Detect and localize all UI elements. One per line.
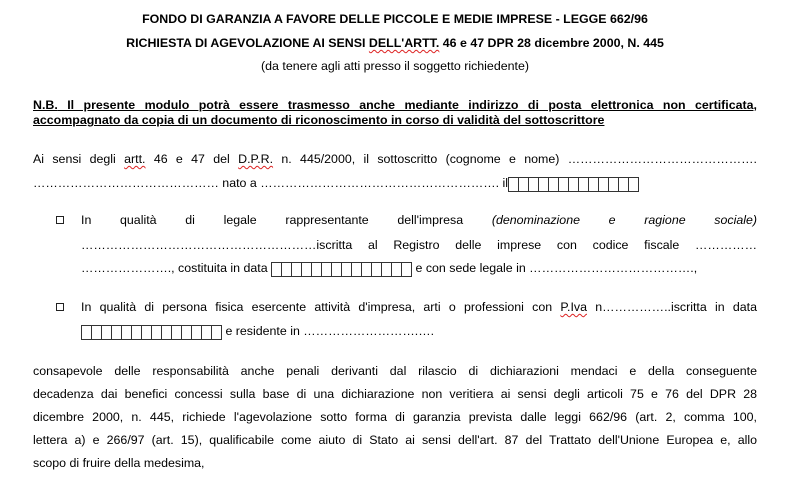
legal-representative-checkbox[interactable] [56, 216, 64, 224]
date-digit-box[interactable] [162, 326, 172, 339]
body-line-5: scopo di fruire della medesima, [33, 456, 205, 470]
date-digit-box[interactable] [392, 263, 402, 276]
date-digit-box[interactable] [192, 326, 202, 339]
body-line-2: decadenza dai benefici concessi sulla base di una dichiarazione non veritiera ai sensi degli articoli 75 e 76 del DPR 28 [33, 387, 757, 401]
natural-person-checkbox[interactable] [56, 303, 64, 311]
date-digit-box[interactable] [619, 178, 629, 191]
date-digit-box[interactable] [122, 326, 132, 339]
date-digit-box[interactable] [559, 178, 569, 191]
option2-line-2: e residente in ……………………….…. [81, 324, 434, 340]
date-digit-box[interactable] [82, 326, 92, 339]
date-digit-box[interactable] [202, 326, 212, 339]
date-digit-box[interactable] [529, 178, 539, 191]
date-digit-box[interactable] [629, 178, 639, 191]
document-title: FONDO DI GARANZIA A FAVORE DELLE PICCOLE E MEDIE IMPRESE - LEGGE 662/96 [142, 12, 648, 26]
nb-line-2: accompagnato da copia di un documento di riconoscimento in corso di validità del sottoscrittore [33, 113, 605, 127]
body-line-3: dicembre 2000, n. 445, richiede l'agevolazione sotto forma di garanzia prevista dalle leggi 662/96 (art. 2, comma 100, [33, 410, 757, 424]
body-line-4: lettera a) e 266/97 (art. 15), qualificabile come aiuto di Stato ai sensi dell'art. 87 del Trattato dell'Unione Europea e, allo [33, 433, 757, 447]
date-digit-box[interactable] [402, 263, 412, 276]
option1-line-3: …………………., costituita in data e con sede legale in …………………………………., [81, 261, 698, 275]
nb-line-1: N.B. Il presente modulo potrà essere trasmesso anche mediante indirizzo di posta elettronica non certificata, [33, 98, 757, 112]
constitution-date-boxes[interactable] [271, 262, 412, 277]
date-digit-box[interactable] [302, 263, 312, 276]
date-digit-box[interactable] [282, 263, 292, 276]
date-digit-box[interactable] [599, 178, 609, 191]
option2-line-1: In qualità di persona fisica esercente attività d'impresa, arti o professioni con P.Iva n……………..iscritta in data [81, 300, 757, 314]
document-subtitle: RICHIESTA DI AGEVOLAZIONE AI SENSI DELL'ARTT. 46 e 47 DPR 28 dicembre 2000, N. 445 [126, 36, 664, 50]
date-digit-box[interactable] [152, 326, 162, 339]
date-digit-box[interactable] [212, 326, 222, 339]
date-digit-box[interactable] [312, 263, 322, 276]
body-line-1: consapevole delle responsabilità anche penali derivanti dal rilascio di dichiarazioni mendaci e della conseguente [33, 364, 757, 378]
date-digit-box[interactable] [372, 263, 382, 276]
date-digit-box[interactable] [292, 263, 302, 276]
date-digit-box[interactable] [172, 326, 182, 339]
date-digit-box[interactable] [579, 178, 589, 191]
date-digit-box[interactable] [272, 263, 282, 276]
option1-line-2: …………………………………………………iscritta al Registro delle imprese con codice fiscale …………… [81, 238, 757, 252]
date-digit-box[interactable] [92, 326, 102, 339]
date-digit-box[interactable] [142, 326, 152, 339]
registration-date-boxes[interactable] [81, 325, 222, 340]
date-digit-box[interactable] [509, 178, 519, 191]
date-digit-box[interactable] [342, 263, 352, 276]
option1-line-1: In qualità di legale rappresentante dell'impresa (denominazione e ragione sociale) [81, 213, 757, 227]
date-digit-box[interactable] [332, 263, 342, 276]
birth-date-boxes[interactable] [508, 177, 639, 192]
declarant-line-1: Ai sensi degli artt. 46 e 47 del D.P.R. n. 445/2000, il sottoscritto (cognome e nome) ………………………………………. [33, 152, 758, 166]
date-digit-box[interactable] [609, 178, 619, 191]
date-digit-box[interactable] [102, 326, 112, 339]
date-digit-box[interactable] [132, 326, 142, 339]
declarant-line-2: ……………………………………… nato a …………………………………………………. il [33, 176, 639, 192]
date-digit-box[interactable] [549, 178, 559, 191]
date-digit-box[interactable] [322, 263, 332, 276]
date-digit-box[interactable] [182, 326, 192, 339]
date-digit-box[interactable] [382, 263, 392, 276]
date-digit-box[interactable] [589, 178, 599, 191]
date-digit-box[interactable] [112, 326, 122, 339]
date-digit-box[interactable] [539, 178, 549, 191]
date-digit-box[interactable] [352, 263, 362, 276]
date-digit-box[interactable] [569, 178, 579, 191]
date-digit-box[interactable] [519, 178, 529, 191]
date-digit-box[interactable] [362, 263, 372, 276]
document-note: (da tenere agli atti presso il soggetto richiedente) [261, 59, 529, 73]
